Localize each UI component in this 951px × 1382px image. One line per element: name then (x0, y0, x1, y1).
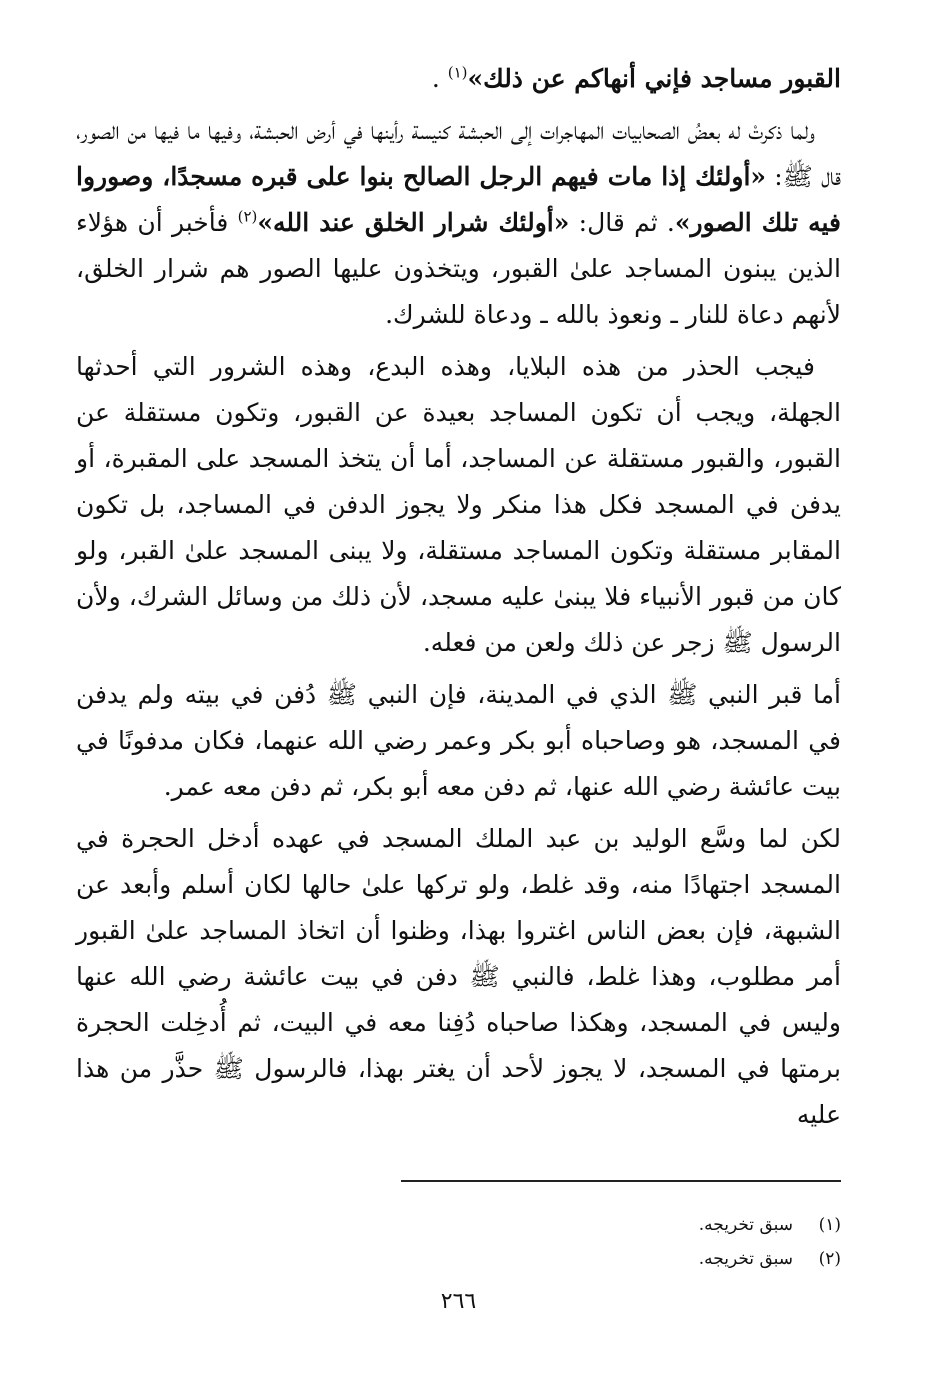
footnote-text: سبق تخريجه. (698, 1215, 793, 1235)
footnote-number: (٢) (818, 1249, 841, 1269)
footnote-marker: (٢) (237, 207, 258, 226)
text-run: فيجب الحذر من هذه البلايا، وهذه البدع، وهذه الشرور التي أحدثها الجهلة، ويجب أن تكون المساجد بعيدة عن القبور، وتكون مستقلة عن القبور، والقبور مستقلة عن المساجد، أما أن يتخذ المسجد على المقبرة، أو يدفن في المسجد فكل هذا منكر ولا يجوز الدفن في المساجد، بل تكون المقابر مستقلة وتكون المساجد مستقلة، ولا يبنى المسجد علىٰ القبر، ولو كان من قبور الأنبياء فلا يبنىٰ عليه مسجد، لأن ذلك من وسائل الشرك، ولأن الرسول ﷺ زجر عن ذلك ولعن من فعله. (76, 352, 841, 657)
footnote (76, 1242, 841, 1276)
paragraph (76, 344, 841, 666)
footnote-separator (401, 1180, 841, 1182)
text-run: أما قبر النبي ﷺ الذي في المدينة، فإن النبي ﷺ دُفن في بيته ولم يدفن في المسجد، هو وصاحباه أبو بكر وعمر رضي الله عنهما، فكان مدفونًا في بيت عائشة رضي الله عنها، ثم دفن معه أبو بكر، ثم دفن معه عمر. (76, 680, 841, 801)
footnote (76, 1208, 841, 1242)
paragraph (76, 672, 841, 810)
paragraph (76, 56, 841, 102)
text-run: فأخبر أن هؤلاء الذين يبنون المساجد علىٰ القبور، ويتخذون عليها الصور هم شرار الخلق، لأنهم دعاة للنار ـ ونعوذ بالله ـ ودعاة للشرك. (76, 208, 841, 329)
paragraph (76, 108, 841, 338)
hadith-quote: القبور مساجد فإني أنهاكم عن ذلك» (467, 64, 841, 93)
text-run: . ثم قال: (569, 208, 675, 237)
main-text-body (76, 56, 841, 1138)
hadith-quote: «أولئك إذا مات فيهم الرجل الصالح بنوا على قبره مسجدًا، وصوروا فيه تلك الصور» (76, 162, 841, 237)
hadith-quote: «أولئك شرار الخلق عند الله» (257, 208, 570, 237)
paragraph (76, 816, 841, 1138)
footnote-text: سبق تخريجه. (698, 1249, 793, 1269)
footnote-marker: (١) (447, 63, 468, 82)
text-run: ولما ذكرتْ له بعضُ الصحابيات المهاجرات إلى الحبشة كنيسة رأينها في أرض الحبشة، وفيها ما فيها من الصور، قال ﷺ: (76, 116, 841, 191)
text-run: لكن لما وسَّع الوليد بن عبد الملك المسجد في عهده أدخل الحجرة في المسجد اجتهادًا منه، وقد غلط، ولو تركها علىٰ حالها لكان أسلم وأبعد عن الشبهة، فإن بعض الناس اغتروا بهذا، وظنوا أن اتخاذ المساجد علىٰ القبور أمر مطلوب، وهذا غلط، فالنبي ﷺ دفن في بيت عائشة رضي الله عنها وليس في المسجد، وهكذا صاحباه دُفِنا معه في البيت، ثم أُدخِلت الحجرة برمتها في المسجد، لا يجوز لأحد أن يغتر بهذا، فالرسول ﷺ حذَّر من هذا عليه (76, 824, 841, 1129)
text-run: . (431, 64, 448, 93)
book-page (76, 56, 841, 1356)
footnote-number: (١) (818, 1215, 841, 1235)
footnotes-section (76, 1208, 841, 1276)
page-number: ٢٦٦ (440, 1289, 477, 1314)
